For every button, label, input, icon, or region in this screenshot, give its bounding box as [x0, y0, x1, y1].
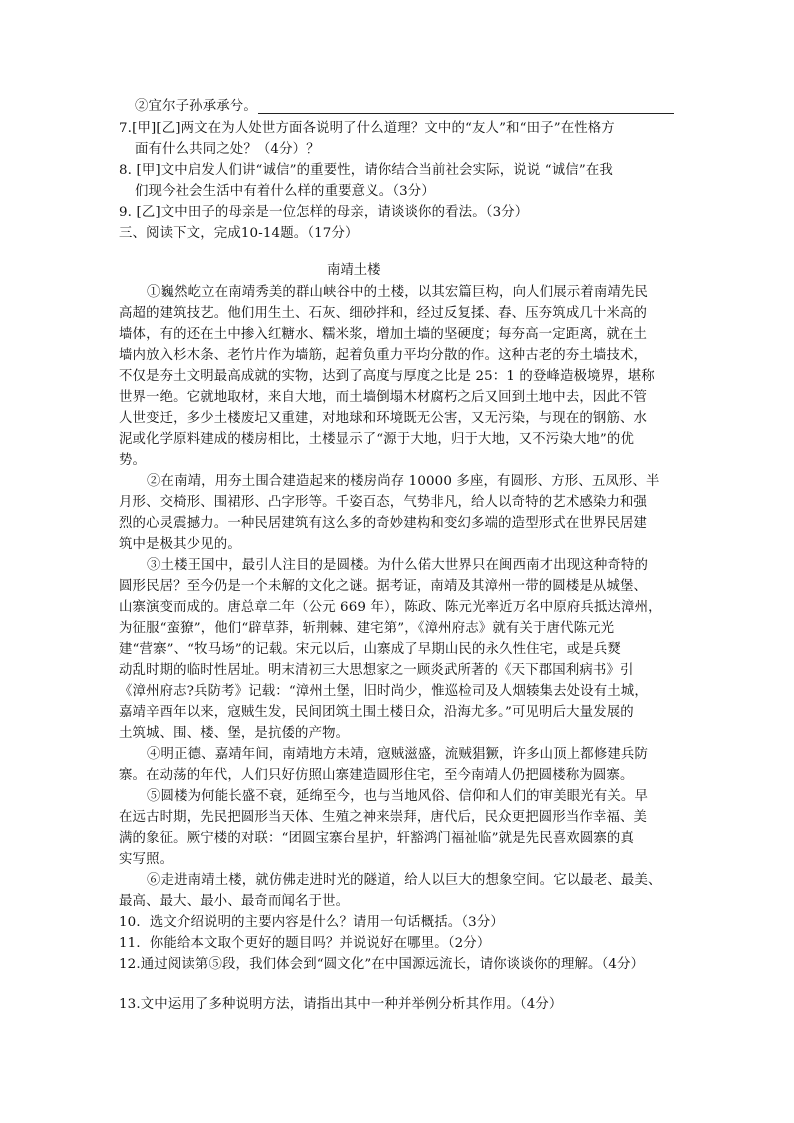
paragraph-1-line: 墙体，有的还在土中掺入红糖水、糯米浆，增加土墙的坚硬度；每夯高一定距离，就在土 — [119, 327, 648, 342]
paragraph-3-line: 建“营寨”、“牧马场”的记载。宋元以后，山寨成了早期山民的永久性住宅，或是兵燹 — [119, 642, 621, 657]
section-3-heading: 三、阅读下文，完成10-14题。（17分） — [119, 226, 359, 241]
question-10: 10．选文介绍说明的主要内容是什么？请用一句话概括。（3分） — [119, 915, 504, 930]
answer-blank-line[interactable] — [258, 113, 674, 114]
paragraph-1-line: 泥或化学原料建成的楼房相比，土楼显示了“源于大地，归于大地，又不污染大地”的优 — [119, 432, 634, 447]
paragraph-5-line: 实写照。 — [119, 852, 174, 867]
question-8-line-1: 8. [甲]文中启发人们讲“诚信”的重要性，请你结合当前社会实际，说说 “诚信”在我 — [119, 163, 613, 178]
question-6-item-2: ②宜尔子孙承承兮。 — [135, 99, 257, 114]
paragraph-5-line: ⑤圆楼为何能长盛不衰，延绵至今，也与当地风俗、信仰和人们的审美眼光有关。早 — [147, 789, 649, 804]
paragraph-2-line: 月形、交椅形、围裙形、凸字形等。千姿百态，气势非凡，给人以奇特的艺术感染力和强 — [119, 495, 648, 510]
paragraph-3-line: 嘉靖辛酉年以来，寇贼生发，民间团筑土围土楼日众，沿海尤多。”可见明后大量发展的 — [119, 705, 634, 720]
paragraph-1-line: 高超的建筑技艺。他们用生土、石灰、细砂拌和，经过反复揉、舂、压夯筑成几十米高的 — [119, 306, 648, 321]
paragraph-1-line: 不仅是夯土文明最高成就的实物，达到了高度与厚度之比是 25：1 的登峰造极境界，堪称 — [119, 369, 655, 384]
question-8-line-2: 们现今社会生活中有着什么样的重要意义。（3分） — [135, 184, 435, 199]
paragraph-3-line: 土筑城、围、楼、堡，是抗倭的产物。 — [119, 726, 350, 741]
question-7-line-2: 面有什么共同之处？（4分）？ — [135, 142, 320, 157]
question-9: 9. [乙]文中田子的母亲是一位怎样的母亲，请谈谈你的看法。（3分） — [119, 205, 529, 220]
paragraph-2-line: ②在南靖，用夯土围合建造起来的楼房尚存 10000 多座，有圆形、方形、五凤形、半 — [147, 474, 660, 489]
paragraph-3-line: 《漳州府志?兵防考》记载：“漳州土堡，旧时尚少，惟巡检司及人烟辏集去处设有土城， — [119, 684, 648, 699]
paragraph-6-line: 最高、最大、最小、最奇而闻名于世。 — [119, 894, 350, 909]
paragraph-5-line: 在远古时期，先民把圆形当天体、生殖之神来崇拜，唐代后，民众更把圆形当作幸福、美 — [119, 810, 648, 825]
paragraph-3-line: ③土楼王国中，最引人注目的是圆楼。为什么偌大世界只在闽西南才出现这种奇特的 — [147, 558, 649, 573]
paragraph-3-line: 圆形民居？至今仍是一个未解的文化之谜。据考证，南靖及其漳州一带的圆楼是从城堡、 — [119, 579, 648, 594]
paragraph-6-line: ⑥走进南靖土楼，就仿佛走进时光的隧道，给人以巨大的想象空间。它以最老、最美、 — [147, 873, 662, 888]
paragraph-2-line: 烈的心灵震撼力。一种民居建筑有这么多的奇妙建构和变幻多端的造型形式在世界民居建 — [119, 516, 648, 531]
paragraph-5-line: 满的象征。厥宁楼的对联：“团圆宝寨台星护，轩豁鸿门福祉临”就是先民喜欢圆寨的真 — [119, 831, 634, 846]
paragraph-1-line: 世界一绝。它就地取材，来自大地，而土墙倒塌木材腐朽之后又回到土地中去，因此不管 — [119, 390, 648, 405]
question-7-line-1: 7.[甲][乙]两文在为人处世方面各说明了什么道理？文中的“友人”和“田子”在性格方 — [119, 121, 615, 136]
paragraph-1-line: 人世变迁，多少土楼废圮又重建，对地球和环境既无公害，又无污染，与现在的钢筋、水 — [119, 411, 648, 426]
paragraph-1-line: 墙内放入杉木条、老竹片作为墙筋，起着负重力平均分散的作。这种古老的夯土墙技术， — [119, 348, 648, 363]
question-11: 11．你能给本文取个更好的题目吗？并说说好在哪里。（2分） — [119, 936, 491, 951]
question-12: 12.通过阅读第⑤段，我们体会到“圆文化”在中国源远流长，请你谈谈你的理解。（4分） — [119, 957, 645, 972]
paragraph-4-line: 寨。在动荡的年代，人们只好仿照山寨建造圆形住宅，至今南靖人仍把圆楼称为圆寨。 — [119, 768, 634, 783]
paragraph-1-line: ①巍然屹立在南靖秀美的群山峡谷中的土楼，以其宏篇巨构，向人们展示着南靖先民 — [147, 285, 649, 300]
paragraph-3-line: 动乱时期的临时性居址。明末清初三大思想家之一顾炎武所著的《天下郡国利病书》引 — [119, 663, 634, 678]
paragraph-3-line: 山寨演变而成的。唐总章二年（公元 669 年），陈政、陈元光率近万名中原府兵抵达漳州， — [119, 600, 662, 615]
paragraph-1-line: 势。 — [119, 453, 147, 468]
question-13: 13.文中运用了多种说明方法，请指出其中一种并举例分析其作用。（4分） — [119, 997, 563, 1012]
paragraph-2-line: 筑中是极其少见的。 — [119, 537, 241, 552]
paragraph-4-line: ④明正德、嘉靖年间，南靖地方未靖，寇贼滋盛，流贼猖獗，许多山顶上都修建兵防 — [147, 747, 649, 762]
article-title: 南靖土楼 — [327, 263, 381, 278]
paragraph-3-line: 为征服“蛮獠”，他们“辟草莽，斩荆棘、建宅第”，《漳州府志》就有关于唐代陈元光 — [119, 621, 615, 636]
